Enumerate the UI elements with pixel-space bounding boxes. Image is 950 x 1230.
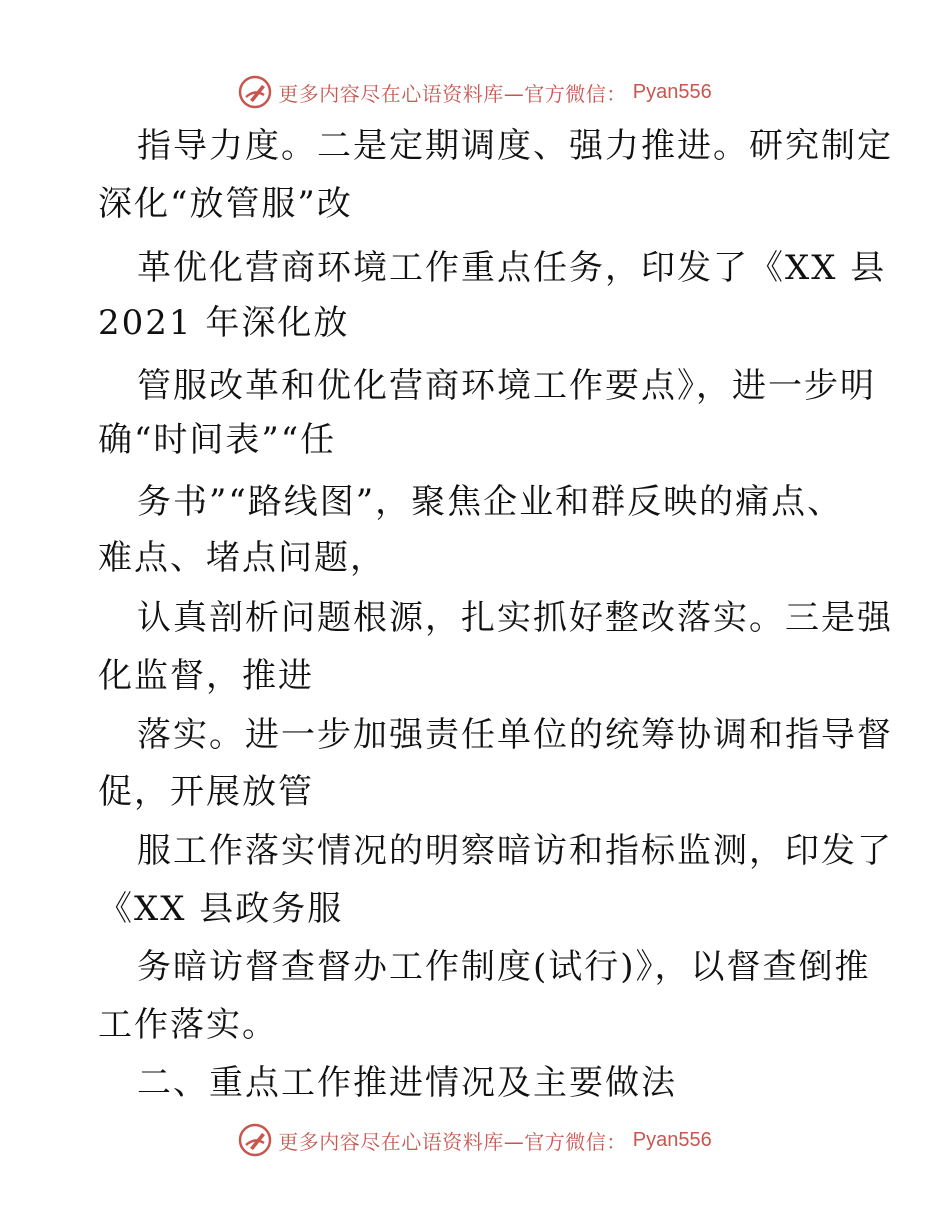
text-line: 《XX 县政务服 (98, 889, 344, 929)
text-line: 难点、堵点问题， (98, 538, 386, 578)
text-line: 管服改革和优化营商环境工作要点》，进一步明 (137, 366, 876, 406)
book-pen-logo-icon (238, 1123, 272, 1157)
text-line: 务暗访督查督办工作制度(试行)》，以督查倒推 (137, 947, 871, 987)
text-line: 服工作落实情况的明察暗访和指标监测，印发了 (137, 831, 893, 871)
watermark-text: 更多内容尽在心语资料库—官方微信： (278, 81, 627, 106)
header-watermark (0, 70, 950, 114)
text-line: 深化“放管服”改 (98, 184, 353, 224)
text-line: 务书”“路线图”，聚焦企业和群反映的痛点、 (137, 482, 844, 522)
text-line: 落实。进一步加强责任单位的统筹协调和指导督 (137, 715, 893, 755)
text-line: 2021 年深化放 (98, 303, 350, 343)
text-line: 工作落实。 (98, 1005, 278, 1045)
text-line: 化监督，推进 (98, 656, 314, 696)
text-line: 促，开展放管 (98, 772, 314, 812)
watermark-wechat-id: Pyan556 (632, 80, 712, 103)
watermark-text: 更多内容尽在心语资料库—官方微信： (278, 1129, 627, 1154)
text-line: 革优化营商环境工作重点任务，印发了《XX 县 (137, 248, 887, 288)
watermark-wechat-id: Pyan556 (632, 1128, 712, 1151)
book-pen-logo-icon (238, 75, 272, 109)
footer-watermark (0, 1118, 950, 1162)
section-heading: 二、重点工作推进情况及主要做法 (137, 1063, 677, 1103)
text-line: 指导力度。二是定期调度、强力推进。研究制定 (137, 126, 893, 166)
text-line: 确“时间表”“任 (98, 420, 337, 460)
text-line: 认真剖析问题根源，扎实抓好整改落实。三是强 (137, 598, 893, 638)
